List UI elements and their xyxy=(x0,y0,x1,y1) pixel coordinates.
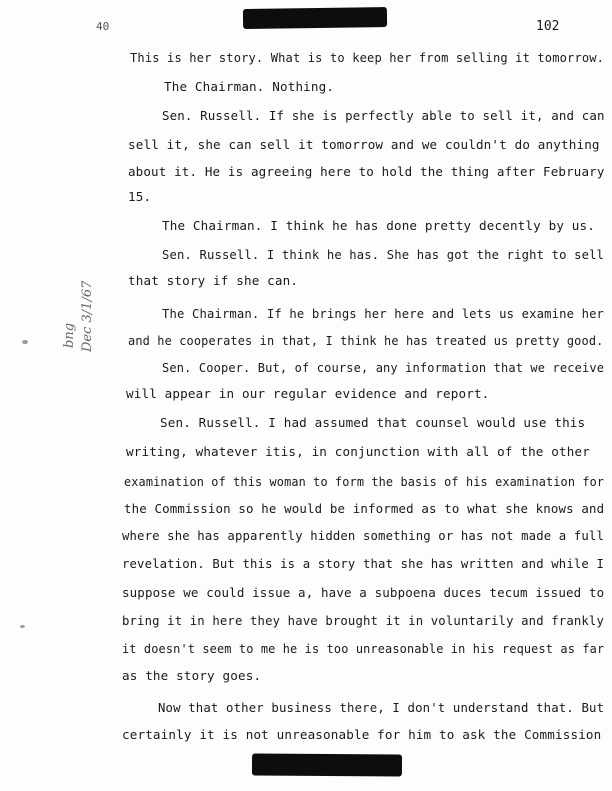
page-number-left: 40 xyxy=(96,20,110,33)
transcript-line: will appear in our regular evidence and report. xyxy=(126,386,490,401)
transcript-line: that story if she can. xyxy=(128,273,299,288)
transcript-line: Sen. Russell. I think he has. She has got the right to sell xyxy=(162,247,605,262)
transcript-line: revelation. But this is a story that she has written and while I xyxy=(122,556,604,571)
scan-speck xyxy=(22,340,28,344)
transcript-line: The Chairman. I think he has done pretty decently by us. xyxy=(162,218,595,233)
transcript-line: Sen. Russell. If she is perfectly able to sell it, and can xyxy=(162,108,605,123)
transcript-line: about it. He is agreeing here to hold the thing after February xyxy=(128,164,605,179)
transcript-line: it doesn't seem to me he is too unreasonable in his request as far xyxy=(122,641,605,656)
scan-speck xyxy=(20,625,25,628)
transcript-line: The Chairman. If he brings her here and lets us examine her xyxy=(162,306,605,321)
transcript-line: examination of this woman to form the basis of his examination for xyxy=(124,474,605,489)
transcript-line: sell it, she can sell it tomorrow and we couldn't do anything xyxy=(128,137,600,152)
transcript-line: where she has apparently hidden something or has not made a full xyxy=(122,528,604,543)
transcript-line: the Commission so he would be informed as to what she knows and xyxy=(124,501,605,516)
redaction-bar-bottom xyxy=(252,753,402,776)
margin-note-line-2: Dec 3/1/67 xyxy=(80,280,95,352)
transcript-line: certainly it is not unreasonable for him to ask the Commission xyxy=(122,727,602,742)
transcript-line: 15. xyxy=(128,189,152,204)
page-number: 102 xyxy=(536,19,560,34)
transcript-line: as the story goes. xyxy=(122,668,262,683)
handwritten-margin-note xyxy=(58,262,95,352)
transcript-line: writing, whatever itis, in conjunction with all of the other xyxy=(126,444,590,459)
transcript-line: Sen. Cooper. But, of course, any information that we receive xyxy=(162,360,605,375)
transcript-line: The Chairman. Nothing. xyxy=(164,79,335,94)
margin-note-line-1: bng xyxy=(62,322,77,348)
transcript-line: This is her story. What is to keep her from selling it tomorrow. xyxy=(130,50,605,65)
transcript-line: and he cooperates in that, I think he has treated us pretty good. xyxy=(128,333,604,348)
transcript-line: Now that other business there, I don't understand that. But xyxy=(158,700,605,715)
transcript-line: Sen. Russell. I had assumed that counsel would use this xyxy=(160,415,586,430)
transcript-line: suppose we could issue a, have a subpoena duces tecum issued to xyxy=(122,585,605,600)
redaction-bar-top xyxy=(243,7,387,29)
transcript-line: bring it in here they have brought it in voluntarily and frankly xyxy=(122,613,604,628)
